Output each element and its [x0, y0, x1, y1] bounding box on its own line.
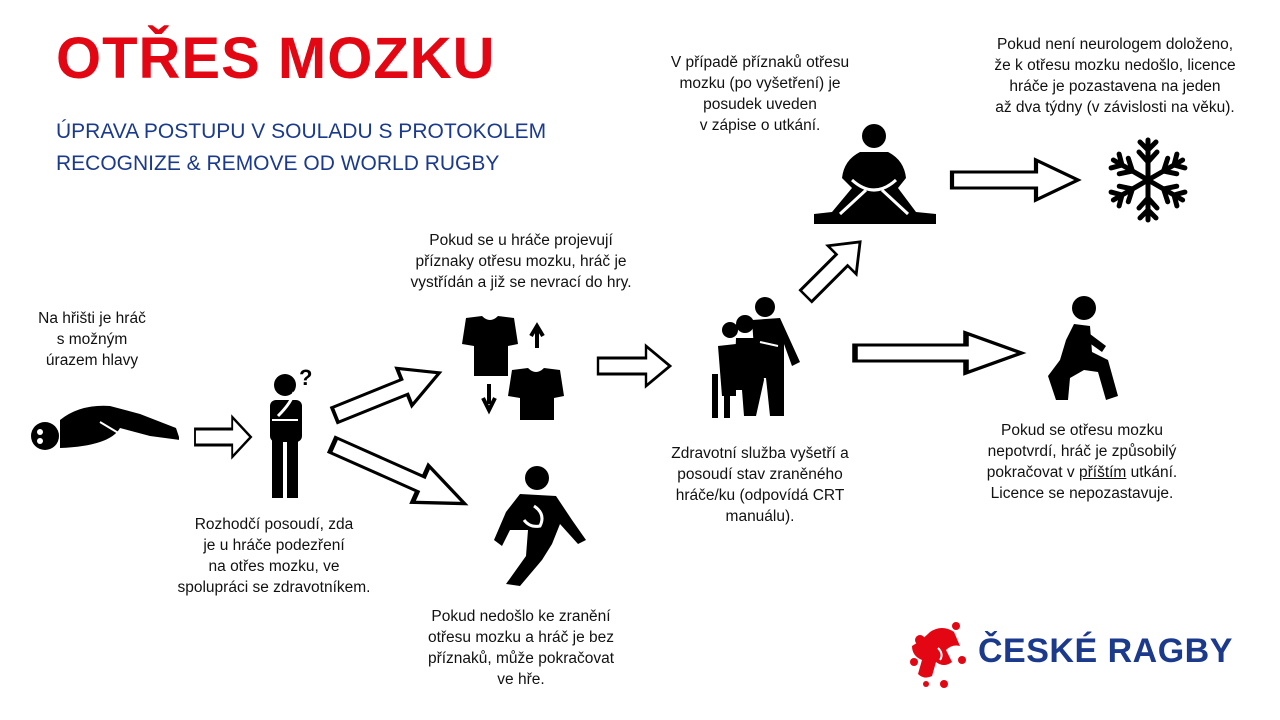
step-not-confirmed [956, 420, 1208, 504]
lying-player-icon [31, 406, 180, 450]
text-line: Pokud nedošlo ke zranění [431, 608, 611, 625]
text-line: Licence se nepozastavuje. [990, 485, 1174, 502]
running-player-icon [494, 466, 586, 586]
underlined-word: příštím [1078, 464, 1127, 481]
arrow-to-referee [195, 417, 251, 457]
step-substituted [378, 230, 664, 293]
step-no-injury [392, 606, 650, 690]
text-line: nepotvrdí, hráč je způsobilý [987, 443, 1177, 460]
ceske-ragby-logo-emblem [910, 622, 966, 688]
step-medical-exam [650, 443, 870, 527]
arrow-to-substitution [328, 354, 447, 433]
page-title: OTŘES MOZKU [56, 26, 496, 91]
text-line: s možným [56, 331, 128, 348]
arrow-to-medical [598, 346, 670, 386]
text-line: Pokud se otřesu mozku [1001, 422, 1163, 439]
text-line: manuálu). [725, 508, 795, 525]
step-referee-assess [150, 514, 398, 598]
text-line: příznaky otřesu mozku, hráč je [415, 253, 627, 270]
text-line: otřesu mozku a hráč je bez [427, 629, 615, 646]
text-line: ve hře. [497, 671, 545, 688]
substitution-jerseys-icon [462, 316, 564, 420]
arrow-to-continue-play [325, 427, 473, 522]
meditating-person-icon [814, 124, 936, 224]
subtitle-line-1: ÚPRAVA POSTUPU V SOULADU S PROTOKOLEM [56, 120, 547, 143]
text-line: hráče je pozastavena na jeden [1009, 78, 1221, 95]
text-fragment: pokračovat v [986, 464, 1079, 481]
text-line: vystřídán a již se nevrací do hry. [410, 274, 632, 291]
text-line: úrazem hlavy [45, 352, 139, 369]
text-line: Na hřišti je hráč [38, 310, 146, 327]
text-line: že k otřesu mozku nedošlo, licence [994, 57, 1236, 74]
text-line: Zdravotní služba vyšetří a [671, 445, 849, 462]
text-line: hráče/ku (odpovídá CRT [675, 487, 845, 504]
arrow-to-cleared [855, 333, 1022, 373]
text-line: Rozhodčí posoudí, zda [194, 516, 354, 533]
lunging-player-icon [1048, 296, 1118, 400]
text-line: Pokud se u hráče projevují [429, 232, 613, 249]
text-line: je u hráče podezření [203, 537, 345, 554]
text-fragment: utkání. [1126, 464, 1178, 481]
text-line: mozku (po vyšetření) je [679, 75, 841, 92]
step-licence-suspended [965, 34, 1265, 118]
text-line: příznaků, může pokračovat [427, 650, 615, 667]
step-report-in-minutes [650, 52, 870, 136]
question-mark-icon: ? [299, 365, 313, 390]
text-line [956, 462, 1208, 483]
arrow-to-report [792, 228, 874, 310]
text-line: posoudí stav zraněného [677, 466, 843, 483]
text-line: posudek uveden [703, 96, 817, 113]
thinking-person-icon [270, 374, 302, 498]
ceske-ragby-logo-text: ČESKÉ RAGBY [978, 632, 1233, 670]
text-line: v zápise o utkání. [699, 117, 821, 134]
subtitle-line-2: RECOGNIZE & REMOVE OD WORLD RUGBY [56, 152, 500, 175]
text-line: Pokud není neurologem doloženo, [996, 36, 1234, 53]
snowflake-icon [1109, 140, 1187, 220]
step-player-on-pitch [22, 308, 162, 371]
assisted-person-icon [712, 297, 800, 418]
text-line: na otřes mozku, ve [208, 558, 340, 575]
text-line: V případě příznaků otřesu [670, 54, 850, 71]
text-line: spolupráci se zdravotníkem. [177, 579, 371, 596]
arrow-to-suspension [952, 160, 1078, 200]
text-line: až dva týdny (v závislosti na věku). [995, 99, 1235, 116]
